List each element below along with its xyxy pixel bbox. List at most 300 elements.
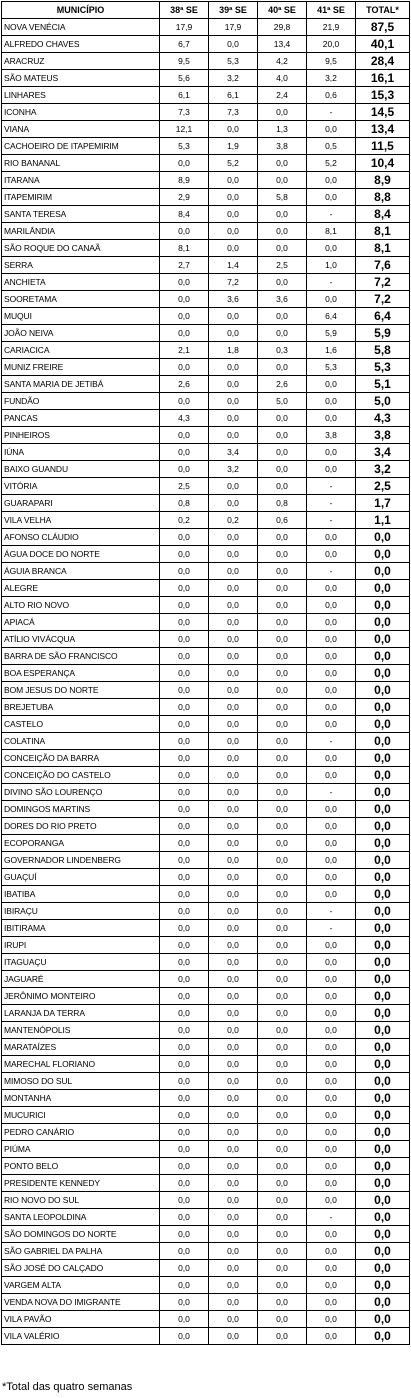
week-41-cell: 0,0	[307, 444, 356, 461]
week-39-cell: 0,0	[209, 597, 258, 614]
week-39-cell: 0,0	[209, 886, 258, 903]
total-cell: 0,0	[356, 1158, 410, 1175]
week-41-cell: 0,0	[307, 699, 356, 716]
total-cell: 0,0	[356, 801, 410, 818]
table-row	[2, 257, 410, 274]
week-39-cell: 0,0	[209, 1277, 258, 1294]
municipio-cell: MUNIZ FREIRE	[2, 359, 160, 376]
total-cell: 0,0	[356, 1039, 410, 1056]
municipio-cell: VITÓRIA	[2, 478, 160, 495]
week-39-cell: 0,0	[209, 121, 258, 138]
week-40-cell: 1,3	[258, 121, 307, 138]
week-41-cell: -	[307, 274, 356, 291]
week-41-cell: 1,0	[307, 257, 356, 274]
total-cell: 0,0	[356, 1192, 410, 1209]
week-40-cell: 0,0	[258, 1175, 307, 1192]
week-41-cell: -	[307, 784, 356, 801]
week-40-cell: 0,8	[258, 495, 307, 512]
week-39-cell: 5,2	[209, 155, 258, 172]
week-39-cell: 0,0	[209, 478, 258, 495]
header-week-40: 40ª SE	[258, 2, 307, 19]
week-39-cell: 0,0	[209, 240, 258, 257]
municipio-cell: PONTO BELO	[2, 1158, 160, 1175]
week-38-cell: 0,0	[160, 1073, 209, 1090]
municipio-cell: ITAPEMIRIM	[2, 189, 160, 206]
week-39-cell: 0,0	[209, 1226, 258, 1243]
municipio-cell: MIMOSO DO SUL	[2, 1073, 160, 1090]
table-row	[2, 954, 410, 971]
week-38-cell: 0,0	[160, 818, 209, 835]
municipio-cell: BAIXO GUANDU	[2, 461, 160, 478]
municipio-cell: ANCHIETA	[2, 274, 160, 291]
total-cell: 0,0	[356, 903, 410, 920]
municipio-cell: CARIACICA	[2, 342, 160, 359]
total-cell: 3,2	[356, 461, 410, 478]
week-41-cell: 0,0	[307, 1175, 356, 1192]
week-40-cell: 4,2	[258, 53, 307, 70]
municipio-cell: JOÃO NEIVA	[2, 325, 160, 342]
week-40-cell: 0,0	[258, 954, 307, 971]
total-cell: 0,0	[356, 1243, 410, 1260]
table-row	[2, 869, 410, 886]
total-cell: 0,0	[356, 954, 410, 971]
week-39-cell: 1,8	[209, 342, 258, 359]
week-41-cell: 5,3	[307, 359, 356, 376]
total-cell: 0,0	[356, 1073, 410, 1090]
week-39-cell: 0,0	[209, 529, 258, 546]
week-40-cell: 29,8	[258, 19, 307, 36]
table-row	[2, 1158, 410, 1175]
week-41-cell: 3,2	[307, 70, 356, 87]
week-38-cell: 2,9	[160, 189, 209, 206]
week-39-cell: 0,0	[209, 223, 258, 240]
week-38-cell: 0,2	[160, 512, 209, 529]
week-41-cell: 0,0	[307, 410, 356, 427]
municipio-cell: ICONHA	[2, 104, 160, 121]
municipio-cell: ÁGUA DOCE DO NORTE	[2, 546, 160, 563]
week-39-cell: 0,0	[209, 1005, 258, 1022]
week-38-cell: 0,0	[160, 274, 209, 291]
week-38-cell: 0,0	[160, 886, 209, 903]
week-38-cell: 0,0	[160, 784, 209, 801]
week-38-cell: 0,0	[160, 1226, 209, 1243]
total-cell: 87,5	[356, 19, 410, 36]
total-cell: 0,0	[356, 1209, 410, 1226]
week-39-cell: 0,0	[209, 1209, 258, 1226]
table-row	[2, 410, 410, 427]
week-38-cell: 0,0	[160, 427, 209, 444]
total-cell: 0,0	[356, 818, 410, 835]
table-header	[2, 2, 410, 19]
week-41-cell: 0,0	[307, 665, 356, 682]
table-row	[2, 699, 410, 716]
week-39-cell: 0,0	[209, 1107, 258, 1124]
total-cell: 0,0	[356, 665, 410, 682]
table-row	[2, 1243, 410, 1260]
week-39-cell: 0,0	[209, 1192, 258, 1209]
municipio-cell: MARATAÍZES	[2, 1039, 160, 1056]
week-38-cell: 0,0	[160, 869, 209, 886]
table-row	[2, 1056, 410, 1073]
total-cell: 0,0	[356, 835, 410, 852]
municipio-cell: IRUPI	[2, 937, 160, 954]
week-41-cell: 0,6	[307, 87, 356, 104]
table-row	[2, 427, 410, 444]
week-41-cell: 0,0	[307, 631, 356, 648]
total-cell: 0,0	[356, 971, 410, 988]
week-39-cell: 0,0	[209, 1175, 258, 1192]
week-40-cell: 0,0	[258, 1260, 307, 1277]
municipio-cell: MARILÂNDIA	[2, 223, 160, 240]
total-cell: 0,0	[356, 1141, 410, 1158]
total-cell: 5,0	[356, 393, 410, 410]
week-41-cell: 5,9	[307, 325, 356, 342]
week-40-cell: 0,0	[258, 988, 307, 1005]
week-40-cell: 2,4	[258, 87, 307, 104]
header-municipio: MUNICÍPIO	[2, 2, 160, 19]
week-41-cell: 0,0	[307, 376, 356, 393]
total-cell: 0,0	[356, 648, 410, 665]
table-row	[2, 801, 410, 818]
total-cell: 0,0	[356, 631, 410, 648]
week-38-cell: 0,0	[160, 1243, 209, 1260]
week-41-cell: -	[307, 733, 356, 750]
table-row	[2, 376, 410, 393]
total-cell: 0,0	[356, 1022, 410, 1039]
total-cell: 14,5	[356, 104, 410, 121]
week-38-cell: 0,0	[160, 971, 209, 988]
week-40-cell: 0,0	[258, 1328, 307, 1345]
week-38-cell: 0,0	[160, 1124, 209, 1141]
week-38-cell: 0,0	[160, 597, 209, 614]
week-38-cell: 0,0	[160, 801, 209, 818]
week-41-cell: 0,0	[307, 1243, 356, 1260]
municipio-cell: GUAÇUÍ	[2, 869, 160, 886]
week-41-cell: 0,0	[307, 614, 356, 631]
week-40-cell: 0,0	[258, 563, 307, 580]
week-39-cell: 17,9	[209, 19, 258, 36]
week-40-cell: 0,0	[258, 699, 307, 716]
week-40-cell: 0,0	[258, 818, 307, 835]
table-row	[2, 614, 410, 631]
total-cell: 0,0	[356, 614, 410, 631]
week-39-cell: 0,0	[209, 716, 258, 733]
week-40-cell: 0,0	[258, 784, 307, 801]
week-40-cell: 5,8	[258, 189, 307, 206]
municipio-cell: SÃO ROQUE DO CANAÃ	[2, 240, 160, 257]
municipio-cell: CASTELO	[2, 716, 160, 733]
table-row	[2, 291, 410, 308]
week-40-cell: 0,0	[258, 903, 307, 920]
week-39-cell: 0,0	[209, 971, 258, 988]
week-38-cell: 0,0	[160, 733, 209, 750]
week-38-cell: 0,0	[160, 988, 209, 1005]
week-40-cell: 0,0	[258, 1243, 307, 1260]
municipio-cell: ITARANA	[2, 172, 160, 189]
week-39-cell: 0,0	[209, 818, 258, 835]
total-cell: 0,0	[356, 699, 410, 716]
week-38-cell: 0,0	[160, 716, 209, 733]
week-39-cell: 0,0	[209, 920, 258, 937]
table-row	[2, 189, 410, 206]
week-41-cell: 0,0	[307, 1328, 356, 1345]
week-40-cell: 0,0	[258, 546, 307, 563]
week-41-cell: 0,0	[307, 869, 356, 886]
municipio-cell: SANTA TERESA	[2, 206, 160, 223]
total-cell: 28,4	[356, 53, 410, 70]
week-41-cell: -	[307, 495, 356, 512]
week-40-cell: 4,0	[258, 70, 307, 87]
week-40-cell: 0,0	[258, 1226, 307, 1243]
table-row	[2, 512, 410, 529]
week-38-cell: 5,6	[160, 70, 209, 87]
week-40-cell: 0,0	[258, 1141, 307, 1158]
week-38-cell: 0,0	[160, 665, 209, 682]
municipio-cell: IBATIBA	[2, 886, 160, 903]
municipio-cell: RIO BANANAL	[2, 155, 160, 172]
municipio-cell: SÃO JOSÉ DO CALÇADO	[2, 1260, 160, 1277]
header-week-38: 38ª SE	[160, 2, 209, 19]
week-38-cell: 0,0	[160, 223, 209, 240]
municipio-cell: VILA PAVÃO	[2, 1311, 160, 1328]
municipio-cell: MUCURICI	[2, 1107, 160, 1124]
week-39-cell: 0,0	[209, 563, 258, 580]
header-total: TOTAL*	[356, 2, 410, 19]
week-38-cell: 0,0	[160, 852, 209, 869]
total-cell: 15,3	[356, 87, 410, 104]
week-41-cell: 0,0	[307, 1226, 356, 1243]
total-cell: 0,0	[356, 1175, 410, 1192]
week-39-cell: 0,0	[209, 682, 258, 699]
municipio-cell: VILA VALÉRIO	[2, 1328, 160, 1345]
week-40-cell: 0,0	[258, 597, 307, 614]
week-40-cell: 2,5	[258, 257, 307, 274]
week-39-cell: 0,0	[209, 801, 258, 818]
week-41-cell: 0,0	[307, 1073, 356, 1090]
week-40-cell: 0,0	[258, 631, 307, 648]
week-39-cell: 0,0	[209, 495, 258, 512]
municipio-cell: BOA ESPERANÇA	[2, 665, 160, 682]
week-40-cell: 2,6	[258, 376, 307, 393]
week-41-cell: 0,0	[307, 1039, 356, 1056]
week-40-cell: 3,8	[258, 138, 307, 155]
municipio-cell: ALTO RIO NOVO	[2, 597, 160, 614]
table-row	[2, 1226, 410, 1243]
week-40-cell: 0,0	[258, 1005, 307, 1022]
week-38-cell: 7,3	[160, 104, 209, 121]
week-40-cell: 0,0	[258, 648, 307, 665]
table-row	[2, 750, 410, 767]
total-cell: 3,8	[356, 427, 410, 444]
municipio-cell: PRESIDENTE KENNEDY	[2, 1175, 160, 1192]
week-41-cell: 0,0	[307, 393, 356, 410]
week-38-cell: 0,0	[160, 563, 209, 580]
week-38-cell: 6,1	[160, 87, 209, 104]
week-38-cell: 0,0	[160, 1090, 209, 1107]
week-40-cell: 0,0	[258, 206, 307, 223]
table-row	[2, 36, 410, 53]
municipio-cell: SANTA LEOPOLDINA	[2, 1209, 160, 1226]
week-39-cell: 6,1	[209, 87, 258, 104]
municipio-cell: LINHARES	[2, 87, 160, 104]
total-cell: 1,7	[356, 495, 410, 512]
week-40-cell: 0,0	[258, 614, 307, 631]
week-38-cell: 17,9	[160, 19, 209, 36]
week-38-cell: 0,0	[160, 1277, 209, 1294]
total-cell: 0,0	[356, 716, 410, 733]
week-38-cell: 0,0	[160, 1311, 209, 1328]
table-row	[2, 1005, 410, 1022]
week-39-cell: 0,0	[209, 427, 258, 444]
week-39-cell: 0,0	[209, 359, 258, 376]
municipio-cell: DIVINO SÃO LOURENÇO	[2, 784, 160, 801]
week-41-cell: 0,0	[307, 1022, 356, 1039]
week-40-cell: 0,0	[258, 937, 307, 954]
week-39-cell: 0,0	[209, 937, 258, 954]
week-40-cell: 0,0	[258, 1090, 307, 1107]
municipio-cell: NOVA VENÉCIA	[2, 19, 160, 36]
footnote: *Total das quatro semanas	[2, 1381, 133, 1393]
table-row	[2, 240, 410, 257]
week-41-cell: 6,4	[307, 308, 356, 325]
municipio-cell: SOORETAMA	[2, 291, 160, 308]
municipio-cell: MONTANHA	[2, 1090, 160, 1107]
week-39-cell: 0,0	[209, 36, 258, 53]
table-row	[2, 1107, 410, 1124]
table-row	[2, 580, 410, 597]
total-cell: 0,0	[356, 1090, 410, 1107]
week-41-cell: -	[307, 920, 356, 937]
total-cell: 0,0	[356, 563, 410, 580]
week-41-cell: 0,0	[307, 121, 356, 138]
week-38-cell: 6,7	[160, 36, 209, 53]
week-38-cell: 0,0	[160, 614, 209, 631]
week-38-cell: 0,0	[160, 903, 209, 920]
week-40-cell: 13,4	[258, 36, 307, 53]
municipio-cell: PIÚMA	[2, 1141, 160, 1158]
total-cell: 0,0	[356, 920, 410, 937]
week-41-cell: 0,0	[307, 767, 356, 784]
week-38-cell: 0,0	[160, 325, 209, 342]
municipio-cell: SÃO DOMINGOS DO NORTE	[2, 1226, 160, 1243]
total-cell: 0,0	[356, 682, 410, 699]
municipio-cell: CONCEIÇÃO DO CASTELO	[2, 767, 160, 784]
week-40-cell: 0,0	[258, 1022, 307, 1039]
municipio-cell: ATÍLIO VIVÁCQUA	[2, 631, 160, 648]
week-40-cell: 0,0	[258, 155, 307, 172]
week-39-cell: 0,0	[209, 988, 258, 1005]
week-40-cell: 0,0	[258, 920, 307, 937]
table-row	[2, 1260, 410, 1277]
week-38-cell: 0,0	[160, 937, 209, 954]
week-40-cell: 0,0	[258, 665, 307, 682]
municipio-cell: PEDRO CANÁRIO	[2, 1124, 160, 1141]
header-week-41: 41ª SE	[307, 2, 356, 19]
week-39-cell: 0,0	[209, 665, 258, 682]
table-row	[2, 308, 410, 325]
week-41-cell: 0,0	[307, 1124, 356, 1141]
week-38-cell: 5,3	[160, 138, 209, 155]
week-41-cell: 0,0	[307, 971, 356, 988]
municipio-cell: COLATINA	[2, 733, 160, 750]
week-39-cell: 0,0	[209, 903, 258, 920]
table-row	[2, 1090, 410, 1107]
municipio-cell: JAGUARÉ	[2, 971, 160, 988]
total-cell: 11,5	[356, 138, 410, 155]
week-39-cell: 0,0	[209, 580, 258, 597]
week-41-cell: 0,0	[307, 1192, 356, 1209]
week-39-cell: 1,9	[209, 138, 258, 155]
table-row	[2, 529, 410, 546]
week-38-cell: 0,0	[160, 1192, 209, 1209]
week-41-cell: 0,0	[307, 546, 356, 563]
week-41-cell: 0,0	[307, 818, 356, 835]
total-cell: 0,0	[356, 597, 410, 614]
week-40-cell: 3,6	[258, 291, 307, 308]
total-cell: 0,0	[356, 750, 410, 767]
total-cell: 8,8	[356, 189, 410, 206]
week-39-cell: 0,0	[209, 410, 258, 427]
week-38-cell: 2,1	[160, 342, 209, 359]
total-cell: 0,0	[356, 886, 410, 903]
municipio-cell: JERÔNIMO MONTEIRO	[2, 988, 160, 1005]
total-cell: 0,0	[356, 784, 410, 801]
municipio-cell: BARRA DE SÃO FRANCISCO	[2, 648, 160, 665]
week-38-cell: 0,0	[160, 461, 209, 478]
table-row	[2, 1294, 410, 1311]
table-row	[2, 223, 410, 240]
week-38-cell: 0,0	[160, 546, 209, 563]
municipio-cell: SERRA	[2, 257, 160, 274]
week-40-cell: 0,0	[258, 801, 307, 818]
week-39-cell: 0,0	[209, 1056, 258, 1073]
week-39-cell: 3,2	[209, 70, 258, 87]
table-row	[2, 682, 410, 699]
week-40-cell: 0,0	[258, 1294, 307, 1311]
week-38-cell: 0,0	[160, 580, 209, 597]
table-row	[2, 648, 410, 665]
week-39-cell: 0,0	[209, 1158, 258, 1175]
week-39-cell: 0,0	[209, 869, 258, 886]
table-row	[2, 733, 410, 750]
municipio-cell: BREJETUBA	[2, 699, 160, 716]
total-cell: 0,0	[356, 1226, 410, 1243]
total-cell: 0,0	[356, 988, 410, 1005]
table-row	[2, 1141, 410, 1158]
table-row	[2, 19, 410, 36]
week-40-cell: 0,0	[258, 835, 307, 852]
week-39-cell: 1,4	[209, 257, 258, 274]
week-38-cell: 0,0	[160, 1107, 209, 1124]
week-40-cell: 0,0	[258, 682, 307, 699]
header-week-39: 39ª SE	[209, 2, 258, 19]
table-row	[2, 1277, 410, 1294]
municipio-cell: RIO NOVO DO SUL	[2, 1192, 160, 1209]
week-38-cell: 0,0	[160, 1039, 209, 1056]
table-row	[2, 172, 410, 189]
week-40-cell: 0,0	[258, 1124, 307, 1141]
week-39-cell: 0,0	[209, 614, 258, 631]
municipio-cell: ECOPORANGA	[2, 835, 160, 852]
week-39-cell: 5,3	[209, 53, 258, 70]
week-41-cell: 0,0	[307, 172, 356, 189]
total-cell: 8,4	[356, 206, 410, 223]
municipio-cell: ALEGRE	[2, 580, 160, 597]
total-cell: 13,4	[356, 121, 410, 138]
total-cell: 40,1	[356, 36, 410, 53]
week-39-cell: 3,6	[209, 291, 258, 308]
week-41-cell: 1,6	[307, 342, 356, 359]
